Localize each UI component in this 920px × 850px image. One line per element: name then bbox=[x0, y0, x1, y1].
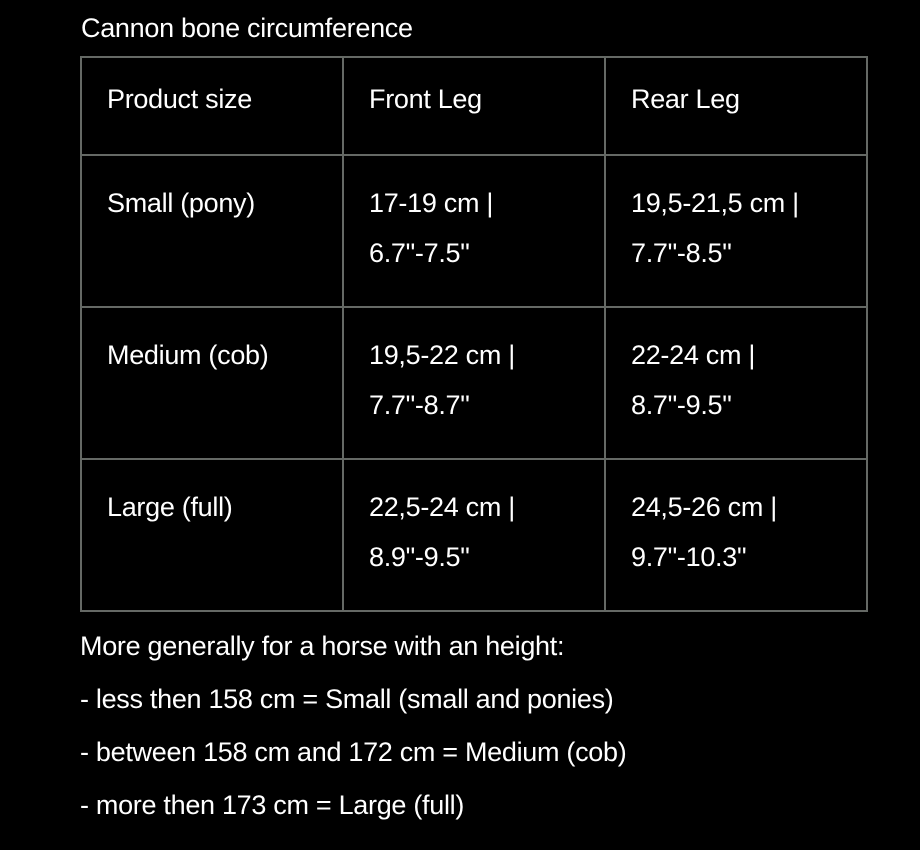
header-label: Front Leg bbox=[369, 84, 482, 114]
product-size-label: Large (full) bbox=[107, 492, 233, 522]
header-cell-front-leg bbox=[343, 57, 605, 155]
cell-product-size bbox=[81, 155, 343, 307]
measurement-cm: 19,5-22 cm | bbox=[369, 340, 515, 370]
header-row bbox=[81, 57, 867, 155]
measurement-cm: 24,5-26 cm | bbox=[631, 492, 777, 522]
header-cell-product-size bbox=[81, 57, 343, 155]
measurement-inches: 9.7"-10.3" bbox=[631, 542, 747, 572]
header-cell-rear-leg bbox=[605, 57, 867, 155]
table-row-large bbox=[81, 459, 867, 611]
height-notes bbox=[80, 620, 920, 832]
product-size-label: Small (pony) bbox=[107, 188, 255, 218]
cell-rear-leg bbox=[605, 459, 867, 611]
measurement-inches: 8.9"-9.5" bbox=[369, 542, 470, 572]
measurement-cm: 17-19 cm | bbox=[369, 188, 494, 218]
measurement-inches: 7.7"-8.7" bbox=[369, 390, 470, 420]
cell-product-size bbox=[81, 307, 343, 459]
cell-front-leg bbox=[343, 307, 605, 459]
page-title: Cannon bone circumference bbox=[81, 13, 413, 43]
note-item-large: - more then 173 cm = Large (full) bbox=[80, 790, 465, 820]
measurement-cm: 22-24 cm | bbox=[631, 340, 756, 370]
header-label: Product size bbox=[107, 84, 252, 114]
product-size-label: Medium (cob) bbox=[107, 340, 269, 370]
header-label: Rear Leg bbox=[631, 84, 740, 114]
table-row-medium bbox=[81, 307, 867, 459]
measurement-inches: 8.7"-9.5" bbox=[631, 390, 732, 420]
note-item-medium: - between 158 cm and 172 cm = Medium (cob) bbox=[80, 737, 627, 767]
cell-rear-leg bbox=[605, 155, 867, 307]
cell-front-leg bbox=[343, 459, 605, 611]
measurement-inches: 6.7"-7.5" bbox=[369, 238, 470, 268]
cell-rear-leg bbox=[605, 307, 867, 459]
size-table bbox=[80, 56, 868, 612]
notes-intro: More generally for a horse with an height: bbox=[80, 631, 565, 661]
measurement-inches: 7.7"-8.5" bbox=[631, 238, 732, 268]
measurement-cm: 22,5-24 cm | bbox=[369, 492, 515, 522]
table-row-small bbox=[81, 155, 867, 307]
cell-product-size bbox=[81, 459, 343, 611]
measurement-cm: 19,5-21,5 cm | bbox=[631, 188, 799, 218]
note-item-small: - less then 158 cm = Small (small and ponies) bbox=[80, 684, 614, 714]
cell-front-leg bbox=[343, 155, 605, 307]
